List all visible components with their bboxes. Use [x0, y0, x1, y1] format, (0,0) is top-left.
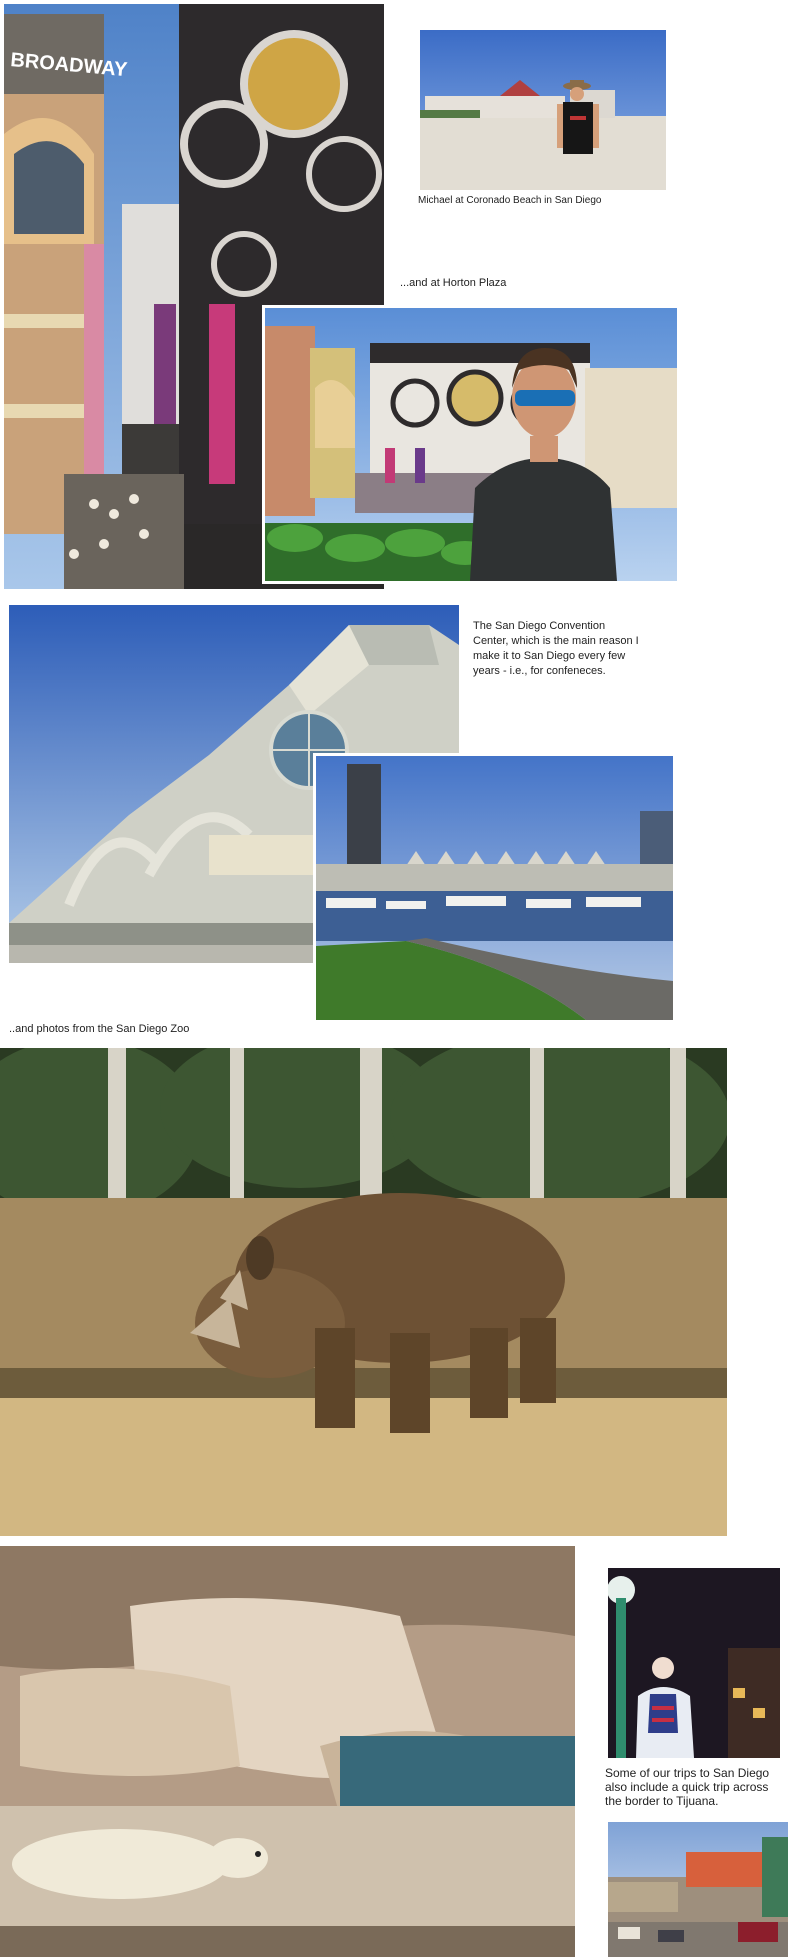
- marina-photo: [316, 756, 673, 1020]
- coronado-caption: Michael at Coronado Beach in San Diego: [418, 195, 602, 206]
- horton-plaza-portrait-photo: [265, 308, 677, 581]
- horton-caption: ...and at Horton Plaza: [400, 277, 507, 289]
- broadway-sign: BROADWAY: [9, 49, 129, 82]
- tijuana-street-photo: [608, 1822, 788, 1957]
- convention-caption: The San Diego Convention Center, which is the main reason I make it to San Diego every few years - i.e., for confeneces.: [473, 620, 639, 677]
- tijuana-night-photo: [608, 1568, 780, 1758]
- tijuana-caption: Some of our trips to San Diego also include a quick trip across the border to Tijuana.: [605, 1766, 770, 1808]
- coronado-beach-photo: [420, 30, 666, 190]
- rhino-photo: [0, 1048, 727, 1536]
- zoo-caption: ..and photos from the San Diego Zoo: [9, 1023, 190, 1035]
- polar-bear-photo: [0, 1546, 575, 1957]
